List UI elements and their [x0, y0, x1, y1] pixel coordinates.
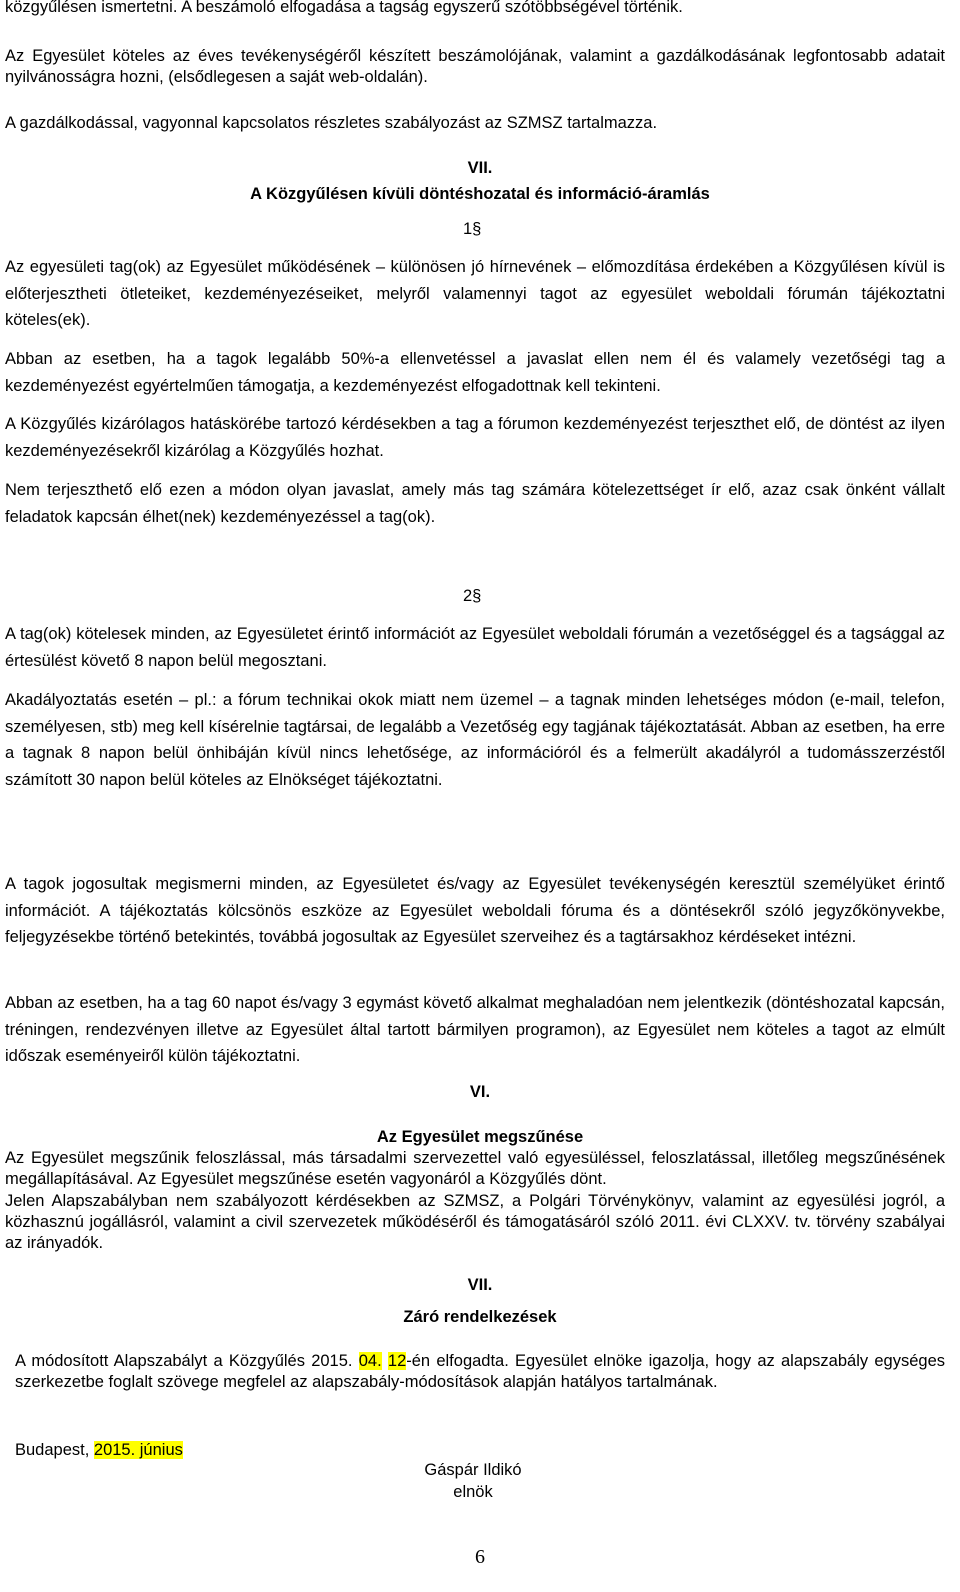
section-title: A Közgyűlésen kívüli döntéshozatal és információ-áramlás: [250, 185, 710, 203]
paragraph-2-mark: 2§: [463, 587, 482, 605]
signer-name: Gáspár Ildikó: [424, 1461, 522, 1479]
highlight-day: 12: [387, 1352, 407, 1370]
par1-text-b: Abban az esetben, ha a tagok legalább 50%-a ellenvetéssel a javaslat ellen nem él és valamely vezetőségi tag a kezdeményezést egyértelműen támogatja, a kezdeményezést elfogadottnak kell tekinteni.: [5, 350, 945, 395]
closing-text-end: -én elfogadta. Egyesület elnöke igazolja, hogy az alapszabály egységes szerkezetbe foglalt szövege megfelel az alapszabály-módosítások alapján hatályos tartalmának.: [15, 1352, 945, 1391]
closing-paragraph: [15, 1351, 945, 1393]
section-vi-number: VI.: [469, 1083, 491, 1101]
intro-end-text: közgyűlésen ismertetni. A beszámoló elfogadása a tagság egyszerű szótöbbségével történik.: [5, 0, 683, 16]
signer-role: elnök: [453, 1483, 493, 1501]
section-vi-title: Az Egyesület megszűnése: [376, 1128, 584, 1146]
szmsz-paragraph: A gazdálkodással, vagyonnal kapcsolatos részletes szabályozást az SZMSZ tartalmazza.: [5, 114, 658, 132]
par2-text-b: Akadályoztatás esetén – pl.: a fórum technikai okok miatt nem üzemel – a tagnak minden lehetséges módon (e-mail, telefon, személyesen, stb) meg kell kísérelnie tagtársai, de legalább a Vezetőség egy tagjának tájékoztatását. Abban az esetben, ha erre a tagnak 8 napon belül önhibáján kívül nincs lehetősége, az információról és a felmerült akadályról a tudomásszerzéstől számított 30 napon belül köteles az Elnökséget tájékoztatni.: [5, 691, 945, 789]
par1-text-c: A Közgyűlés kizárólagos hatáskörébe tartozó kérdésekben a tag a fórumon kezdeményezést terjeszthet elő, de döntést az ilyen kezdeményezésekről kizárólag a Közgyűlés hozhat.: [5, 415, 945, 460]
date-highlight: 2015. június: [93, 1441, 183, 1459]
page-number: 6: [475, 1546, 485, 1568]
section-vii-heading: [0, 155, 960, 207]
signature-block: [378, 1459, 568, 1503]
par1-text-d: Nem terjeszthető elő ezen a módon olyan javaslat, amely más tag számára kötelezettséget ír elő, azaz csak önként vállalt feladatok kapcsán élhet(nek) kezdeményezéssel a tag(ok).: [5, 481, 945, 526]
closing-text-start: A módosított Alapszabályt a Közgyűlés 2015.: [15, 1352, 353, 1370]
par2-text-a: A tag(ok) kötelesek minden, az Egyesületet érintő információt az Egyesület weboldali fórumán a vezetőséggel és a tagsággal az értesülést követő 8 napon belül megosztani.: [5, 625, 945, 670]
report-paragraph: Az Egyesület köteles az éves tevékenységéről készített beszámolójának, valamint a gazdálkodásának legfontosabb adatait nyilvánosságra hozni, (elsődlegesen a saját web-oldalán).: [5, 47, 945, 86]
par3-text-a: A tagok jogosultak megismerni minden, az Egyesületet és/vagy az Egyesület tevékenységén keresztül személyüket érintő információt. A tájékoztatás kölcsönös eszköze az Egyesület weboldali fóruma és a döntésekről szóló jegyzőkönyvekbe, feljegyzésekbe történő betekintés, továbbá jogosultak az Egyesület szerveihez és a tagtársakhoz kérdéseket intézni.: [5, 875, 945, 946]
place-text: Budapest,: [15, 1441, 94, 1459]
paragraph-1-mark: 1§: [463, 220, 482, 238]
par1-text-a: Az egyesületi tag(ok) az Egyesület működésének – különösen jó hírnevének – előmozdítása érdekében a Közgyűlésen kívül is előterjesztheti ötleteiket, kezdeményezéseiket, melyről valamennyi tagot az egyesület weboldali fórumán tájékoztatni köteles(ek).: [5, 258, 945, 329]
dissolution-paragraph: Az Egyesület megszűnik feloszlással, más társadalmi szervezettel való egyesüléssel, feloszlatással, illetőleg megszűnésének megállapításával. Az Egyesület megszűnése esetén vagyonáról a Közgyűlés dönt.: [5, 1149, 945, 1188]
applicable-law-paragraph: Jelen Alapszabályban nem szabályozott kérdésekben az SZMSZ, a Polgári Törvénykönyv, valamint az egyesülési jogról, a közhasznú jogállásról, valamint a civil szervezetek működéséről és támogatásáról szóló 2011. évi CLXXV. tv. törvény szabályai az irányadók.: [5, 1192, 945, 1252]
section-number: VII.: [467, 159, 493, 177]
par3-text-b: Abban az esetben, ha a tag 60 napot és/vagy 3 egymást követő alkalmat meghaladóan nem jelentkezik (döntéshozatal kapcsán, tréningen, rendezvényen illetve az Egyesület által tartott bármilyen programon), az Egyesület nem köteles a tagot az elmúlt időszak eseményeiről külön tájékoztatni.: [5, 994, 945, 1065]
section-vii-final-title: Záró rendelkezések: [403, 1308, 557, 1326]
section-vii-final-number: VII.: [467, 1276, 493, 1294]
highlight-month: 04.: [358, 1352, 382, 1370]
